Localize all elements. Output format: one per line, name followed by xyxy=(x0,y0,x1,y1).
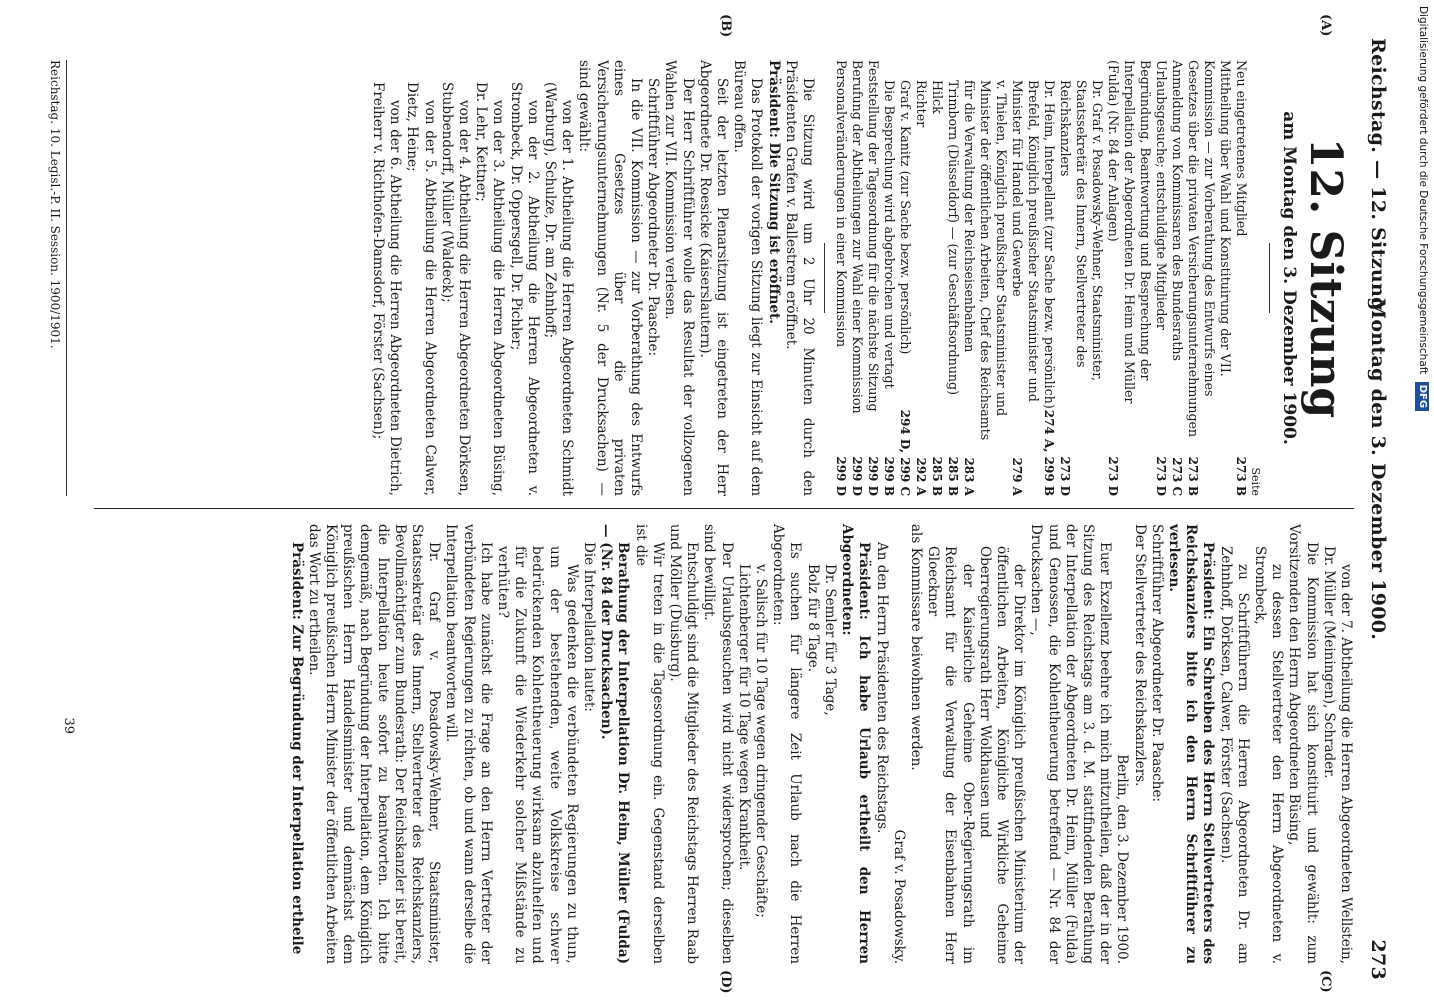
paragraph: Wir treten in die Tagesordnung ein. Gegenstand derselben ist die xyxy=(632,524,666,964)
paragraph: Ich habe zunächst die Frage an den Herrn Vertreter der verbündeten Regierungen zu richten, ob und wann derselbe die Interpellation beantworten will. xyxy=(443,524,494,964)
session-title: 12. Sitzung xyxy=(1300,137,1351,419)
toc-entry: Die Besprechung wird abgebrochen und vertagt 299 B xyxy=(882,80,897,496)
paragraph: Der Stellvertreter des Reichskanzlers. xyxy=(1131,524,1148,787)
toc-entry: Dr. Graf v. Posadowsky-Wehner, Staatsminister, Staatssekretär des Innern, Stellvertreter des Reichskanzlers 273 D xyxy=(1058,80,1105,496)
toc-entry: Urlaubsgesuche; entschuldigte Mitglieder 273 D xyxy=(1154,60,1169,496)
letter-signature: Graf v. Posadowsky. xyxy=(890,829,907,964)
paragraph: Präsident: Ein Schreiben des Herrn Stellvertreters des Reichskanzlers bitte ich den Herrn Schriftführer zu verlesen. xyxy=(1165,524,1217,964)
paragraph: In die VII. Kommission — zur Vorberathung des Entwurfs eines Gesetzes über die privaten Versicherungsunternehmungen (Nr. 5 der Drucksachen) — sind gewählt: xyxy=(576,60,644,496)
paragraph: Die Sitzung wird um 2 Uhr 20 Minuten durch den Präsidenten Grafen v. Ballestrem eröffnet. xyxy=(782,60,816,496)
letter-date: Berlin, den 3. Dezember 1900. xyxy=(1114,754,1131,964)
interpellation-text: Was gedenken die verbündeten Regierungen zu thun, um der bestehenden, weite Volkskreise schwer bedrückenden Kohlentheuerung wirksam abzuhelfen und für die Zukunft die Wiederkehr solcher Mißstände zu verhüten? xyxy=(495,546,580,964)
paragraph: Präsident: Zur Begründung der Interpellation ertheile xyxy=(288,542,305,955)
paragraph: zu Schriftführern die Herren Abgeordneten Dr. am Zehnhoff, Dörksen, Calwer, Förster (Sachsen). xyxy=(1217,546,1251,964)
right-column xyxy=(61,524,1354,965)
toc-entry: Richter 292 A xyxy=(914,80,929,496)
paragraph: Lichtenberger für 10 Tage wegen Krankheit. xyxy=(735,564,752,871)
toc-entry: Hilck 285 B xyxy=(930,80,945,496)
paragraph: von der 1. Abtheilung die Herren Abgeordneten Schmidt (Warburg), Schulze, Dr. am Zehnhoff; xyxy=(541,82,576,496)
margin-letter-d: (D) xyxy=(718,970,733,994)
paragraph: von der 6. Abtheilung die Herren Abgeordneten Dietrich, Freiherr v. Richthofen-Damsdorf, Förster (Sachsen); xyxy=(369,82,404,496)
footer-session-info: Reichstag. 10. Legisl.-P. II. Session. 1900/1901. xyxy=(48,60,62,349)
toc-entry: Mittheilung über Wahl und Konstituirung der VII. Kommission — zur Vorberathung des Entwurfs eines Gesetzes über die privaten Versicherungsunternehmungen 273 B xyxy=(1186,60,1233,496)
agenda-item: Berathung der Interpellation Dr. Heim, Müller (Fulda) — (Nr. 84 der Drucksachen). xyxy=(598,524,632,964)
paragraph: Der Urlaubsgesuchen wird nicht widersprochen; dieselben sind bewilligt. xyxy=(701,524,735,964)
running-head-date: Montag den 3. Dezember 1900. xyxy=(1367,298,1389,641)
paragraph: Euer Exzellenz beehre ich mich mitzutheilen, daß der in der Sitzung des Reichstags am 3. d. M. stattfindenden Berathung der Interpellation der Abgeordneten Dr. Heim, Müller (Fulda) und Genossen, die Kohlentheuerung betreffend — Nr. 84 der Drucksachen —, xyxy=(1028,524,1114,964)
page-number: 273 xyxy=(1367,939,1389,980)
paragraph: von der 7. Abtheilung die Herren Abgeordneten Wellstein, Dr. Müller (Meiningen), Schrader. xyxy=(1320,546,1354,965)
document-page xyxy=(34,0,1394,1000)
session-subtitle: am Montag den 3. Dezember 1900. xyxy=(1279,111,1299,445)
paragraph: Präsident: Ich habe Urlaub ertheilt den Herren Abgeordneten: xyxy=(839,524,873,964)
paragraph: von der 3. Abtheilung die Herren Abgeordneten Büsing, Dr. Lehr, Kettner; xyxy=(473,82,507,496)
paragraph: Die Interpellation lautet: xyxy=(581,542,598,712)
toc-entry: Anmeldung von Kommissaren des Bundesraths 273 C xyxy=(1170,60,1185,496)
toc-entry: Dr. Heim, Interpellant (zur Sache bezw. persönlich) 274 A, 299 B xyxy=(1042,80,1057,496)
paragraph: von der 2. Abtheilung die Herren Abgeordneten v. Strombeck, Dr. Oppersgell, Dr. Pichler; xyxy=(507,82,541,496)
paragraph: Entschuldigt sind die Mitglieder des Reichstags Herren Raab und Möller (Duisburg). xyxy=(667,524,701,964)
toc-entry: Neu eingetretenes Mitglied 273 B xyxy=(1234,60,1249,496)
running-head xyxy=(1360,38,1394,980)
paragraph: der Direktor im Königlich preußischen Ministerium der öffentlichen Arbeiten, Königliche Wirkliche Geheime Oberregierungsrath Herr Wolkhausen und xyxy=(976,546,1028,964)
toc-entry: Berufung der Abtheilungen zur Wahl einer Kommission 299 D xyxy=(850,60,865,496)
left-body-text xyxy=(369,60,816,496)
section-rule xyxy=(824,243,825,313)
margin-letter-c: (C) xyxy=(1318,970,1333,993)
toc-entry: Brefeld, Königlich preußischer Staatsminister und Minister für Handel und Gewerbe 279 A xyxy=(1010,80,1041,496)
title-rule xyxy=(1269,243,1270,313)
paragraph: Präsident: Die Sitzung ist eröffnet. xyxy=(765,60,782,324)
paragraph: v. Salisch für 10 Tage wegen dringender Geschäfte; xyxy=(753,564,770,918)
paragraph: zu dessen Stellvertreter den Herrn Abgeordneten v. Strombeck, xyxy=(1251,546,1286,964)
paragraph: als Kommissare beiwohnen werden. xyxy=(907,524,924,771)
running-head-left: Reichstag. — 12. Sitzung. xyxy=(1367,38,1389,318)
paragraph: Das Protokoll der vorigen Sitzung liegt zur Einsicht auf dem Büreau offen. xyxy=(731,60,765,496)
paragraph: von der 4. Abtheilung die Herren Abgeordneten Dörksen, Stubbendorff, Müller (Waldeck); xyxy=(438,82,472,496)
toc-entry: Begründung, Beantwortung und Besprechung der Interpellation der Abgeordneten Dr. Heim und Müller (Fulda) (Nr. 84 der Anlagen) 273 D xyxy=(1106,60,1153,496)
toc-entry: Trimborn (Düsseldorf) — (zur Geschäftsordnung) 285 B xyxy=(946,80,961,496)
paragraph: Es suchen für längere Zeit Urlaub nach die Herren Abgeordneten: xyxy=(770,524,804,964)
toc-entry: Personalveränderungen in einer Kommission 299 D xyxy=(834,60,849,496)
page-footer xyxy=(48,60,67,496)
toc-header: Seite xyxy=(1249,467,1262,496)
toc-entry: Graf v. Kanitz (zur Sache bezw. persönlich) 294 D, 299 C xyxy=(898,80,913,496)
column-divider xyxy=(94,508,1354,509)
paragraph: der Kaiserliche Geheime Ober-Regierungsrath im Reichsamt für die Verwaltung der Eisenbahnen Herr Gloeckner xyxy=(925,546,976,964)
sheet-number: 39 xyxy=(61,717,77,734)
paragraph: Schriftführer Abgeordneter Dr. Paasche: xyxy=(645,78,662,357)
toc-entry: Feststellung der Tagesordnung für die nächste Sitzung 299 D xyxy=(866,60,881,496)
paragraph: von der 5. Abtheilung die Herren Abgeordneten Calwer, Dietz, Heine; xyxy=(404,82,438,496)
paragraph: Schriftführer Abgeordneter Dr. Paasche: xyxy=(1148,524,1165,803)
margin-letter-a: (A) xyxy=(1318,14,1333,37)
dfg-logo: DFG xyxy=(1415,382,1429,411)
credit-text: Digitalisierung gefördert durch die Deutsche Forschungsgemeinschaft xyxy=(1417,6,1429,375)
table-of-contents xyxy=(833,60,1249,496)
paragraph: Seit der letzten Plenarsitzung ist eingetreten der Herr Abgeordnete Dr. Roesicke (Kaiserslautern). xyxy=(696,60,730,496)
left-column xyxy=(48,60,1354,496)
paragraph: An den Herrn Präsidenten des Reichstags. xyxy=(873,542,890,834)
digitization-credit xyxy=(1416,6,1430,996)
margin-letter-b: (B) xyxy=(718,14,733,38)
toc-entry: v. Thielen, Königlich preußischer Staatsminister und Minister der öffentlichen Arbeiten, Chef des Reichsamts für die Verwaltung der Reichseisenbahnen 283 A xyxy=(962,80,1009,496)
paragraph: Der Herr Schriftführer wolle das Resultat der vollzogenen Wahlen zur VII. Kommission verlesen. xyxy=(662,60,696,496)
paragraph: Die Kommission hat sich konstituirt und gewählt: zum Vorsitzenden den Herrn Abgeordneten Büsing, xyxy=(1286,524,1320,964)
paragraph: Dr. Semler für 3 Tage, xyxy=(821,564,838,716)
paragraph: Dr. Graf v. Posadowsky-Wehner, Staatsminister, Staatssekretär des Innern, Stellvertreter des Reichskanzlers, Bevollmächtigter zum Bundesrath: Der Reichskanzler ist bereit, die Interpellation heute sofort zu beantworten. Ich bitte demgemäß, nach Begründung der Interpellation, dem Königlich preußischen Herrn Handelsminister und demnächst dem Königlich preußischen Herrn Minister der öffentlichen Arbeiten das Wort zu ertheilen. xyxy=(305,524,443,964)
paragraph: Bolz für 8 Tage. xyxy=(804,564,821,673)
